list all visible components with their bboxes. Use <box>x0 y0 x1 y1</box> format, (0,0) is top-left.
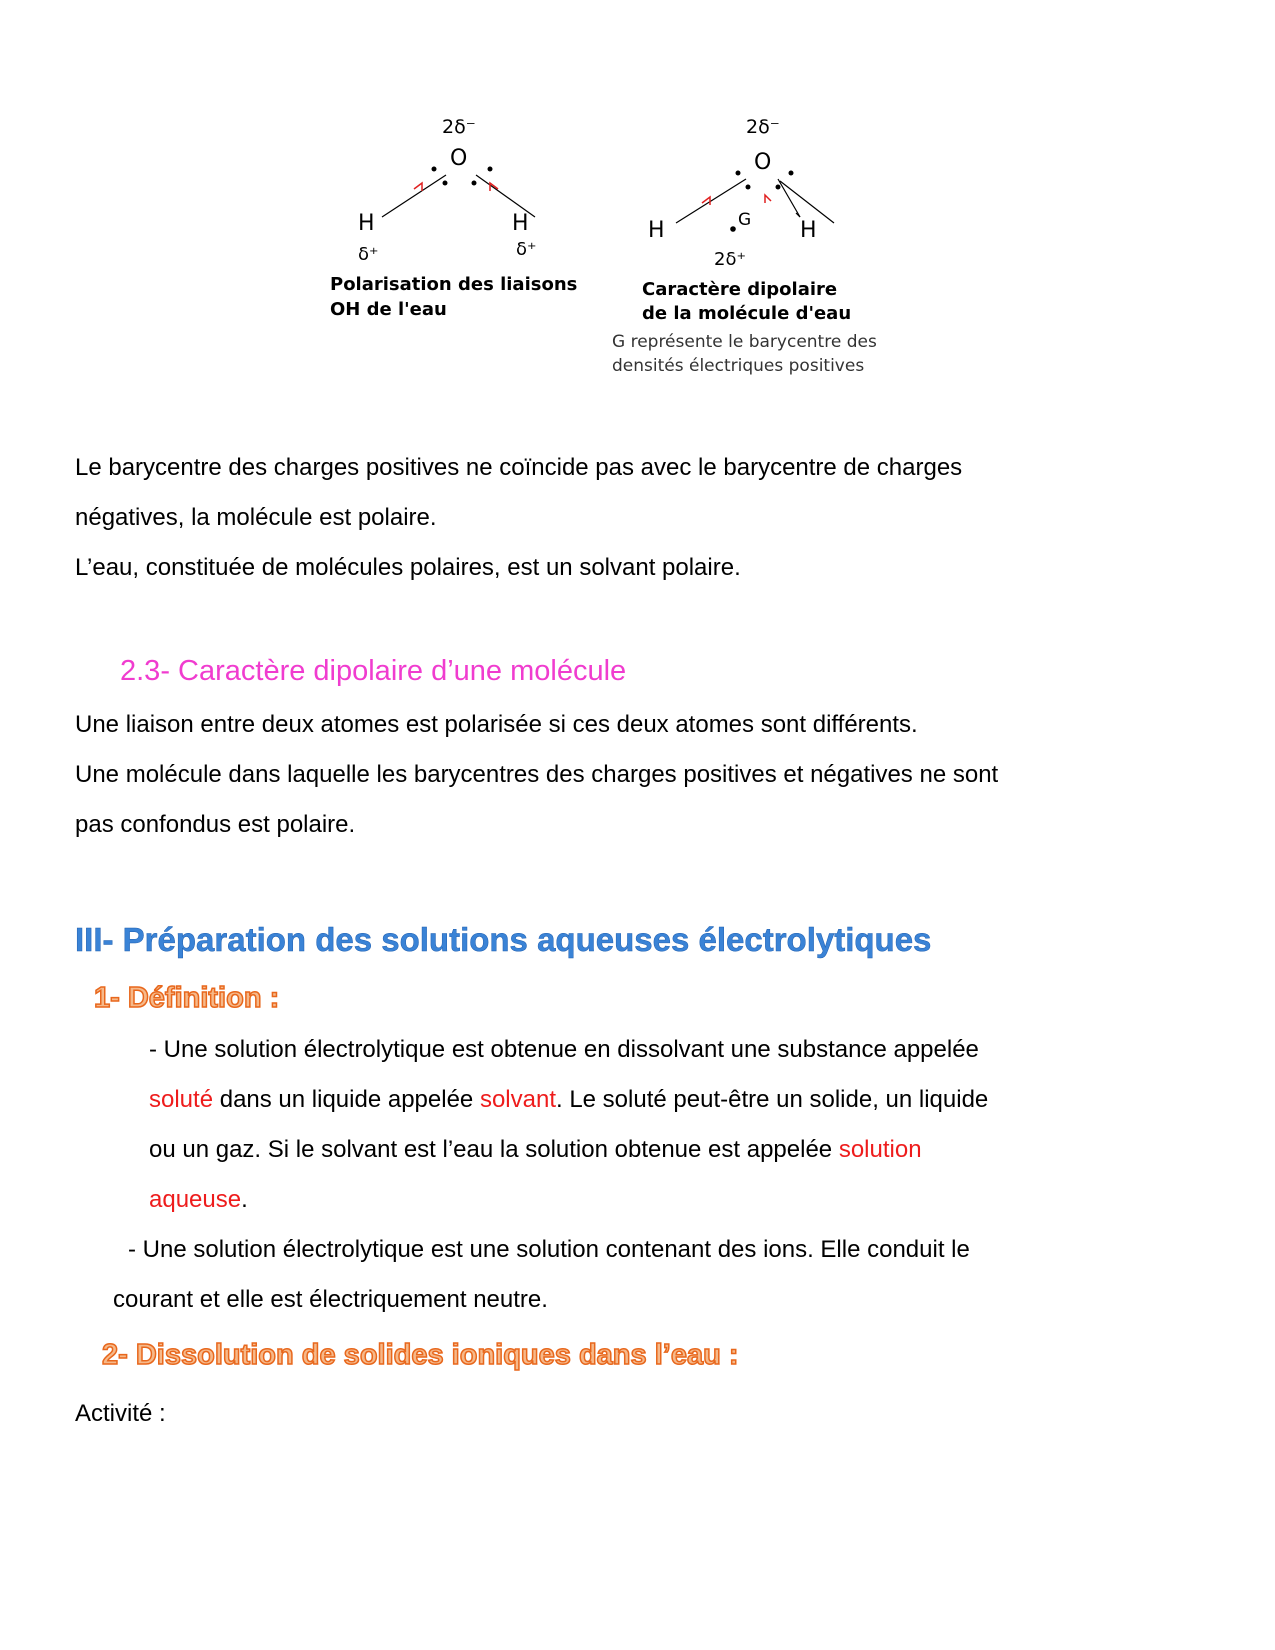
term-aqueuse: aqueuse <box>149 1186 242 1213</box>
barycentre-charge: 2δ⁺ <box>714 249 746 270</box>
term-solute: soluté <box>149 1086 214 1113</box>
hydrogen-right-label: H <box>512 211 529 236</box>
term-solution: solution <box>838 1136 922 1163</box>
definition-line <box>149 1125 922 1175</box>
oh-bond-left <box>676 179 746 223</box>
figure-caption: Caractère dipolaire <box>642 279 838 300</box>
figure-bond-polarisation <box>330 105 610 345</box>
paragraph-line: Une liaison entre deux atomes est polarisée si ces deux atomes sont différents. <box>75 711 918 738</box>
definition-line: - Une solution électrolytique est une solution contenant des ions. Elle conduit le <box>128 1236 970 1263</box>
bond-electron-dot <box>443 181 448 186</box>
lone-pair-dot <box>789 171 794 176</box>
oh-bond-left <box>382 175 446 217</box>
definition-line <box>149 1075 988 1125</box>
oh-bond-right <box>778 179 800 217</box>
oxygen-charge-label: 2δ⁻ <box>746 116 780 138</box>
oxygen-atom-label: O <box>754 150 772 175</box>
bond-electron-dot <box>776 185 781 190</box>
polarisation-arrow-right <box>765 195 771 203</box>
paragraph-line: pas confondus est polaire. <box>75 811 356 838</box>
barycentre-dot <box>730 226 736 232</box>
figure-note: densités électriques positives <box>612 356 865 376</box>
figure-dipolar-character <box>612 105 938 395</box>
definition-text: dans un liquide appelée <box>213 1086 480 1113</box>
figure-note: G représente le barycentre des <box>612 332 877 352</box>
paragraph-line: L’eau, constituée de molécules polaires, est un solvant polaire. <box>75 554 741 581</box>
definition-line <box>149 1175 248 1225</box>
definition-text: ou un gaz. Si le solvant est l’eau la solution obtenue est appelée <box>149 1136 839 1163</box>
term-solvant: solvant <box>479 1086 556 1113</box>
figure-caption: de la molécule d'eau <box>642 303 852 324</box>
oh-bond-right <box>780 181 834 223</box>
oxygen-atom-label: O <box>450 146 468 171</box>
definition-line: - Une solution électrolytique est obtenue en dissolvant une substance appelée <box>149 1036 979 1063</box>
lone-pair-dot <box>432 167 437 172</box>
figure-caption: OH de l'eau <box>330 299 447 320</box>
hydrogen-left-charge: δ⁺ <box>358 244 379 265</box>
definition-text: . <box>241 1186 248 1213</box>
hydrogen-right-label: H <box>800 218 817 243</box>
lone-pair-dot <box>488 167 493 172</box>
paragraph-line: Le barycentre des charges positives ne coïncide pas avec le barycentre de charges <box>75 454 963 481</box>
section-3-heading: III- Préparation des solutions aqueuses électrolytiques <box>75 921 932 958</box>
figure-caption: Polarisation des liaisons <box>330 274 578 295</box>
definition-line: courant et elle est électriquement neutre. <box>113 1286 548 1313</box>
hydrogen-left-label: H <box>358 211 375 236</box>
hydrogen-left-label: H <box>648 218 665 243</box>
paragraph-line: Une molécule dans laquelle les barycentres des charges positives et négatives ne sont <box>75 761 999 788</box>
barycentre-label: G <box>738 210 752 230</box>
polarisation-arrow-left <box>414 183 422 191</box>
hydrogen-right-charge: δ⁺ <box>516 239 537 260</box>
definition-text: . Le soluté peut-être un solide, un liquide <box>555 1086 989 1113</box>
section-2-3-heading: 2.3- Caractère dipolaire d’une molécule <box>120 655 627 687</box>
paragraph-line: négatives, la molécule est polaire. <box>75 504 437 531</box>
bond-electron-dot <box>472 181 477 186</box>
subsection-1-heading: 1- Définition : <box>94 982 280 1014</box>
activity-label: Activité : <box>75 1400 166 1427</box>
lone-pair-dot <box>736 171 741 176</box>
bond-electron-dot <box>746 185 751 190</box>
oxygen-charge-label: 2δ⁻ <box>442 116 476 138</box>
subsection-2-heading: 2- Dissolution de solides ioniques dans l’eau : <box>102 1339 739 1371</box>
